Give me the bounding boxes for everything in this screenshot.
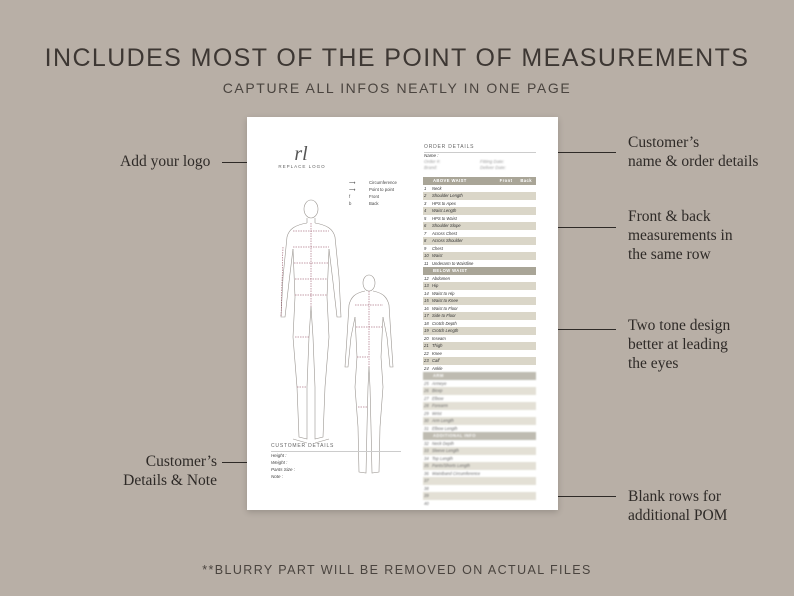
pom-number: 20 — [424, 335, 429, 341]
pom-number: 23 — [424, 358, 429, 363]
note-front-back-line: Front & back — [628, 208, 711, 225]
footnote: **BLURRY PART WILL BE REMOVED ON ACTUAL FILES — [202, 563, 592, 577]
pom-row[interactable] — [423, 447, 536, 455]
pom-row[interactable] — [423, 320, 536, 328]
pom-row[interactable] — [423, 185, 536, 193]
note-order — [628, 133, 758, 171]
note-front-back-line: the same row — [628, 246, 711, 263]
pom-label: Chest — [432, 245, 443, 251]
pom-label: Underarm to Waistline — [432, 260, 474, 266]
pom-number: 3 — [424, 200, 427, 206]
pom-row[interactable] — [423, 410, 536, 418]
pom-row[interactable] — [423, 485, 536, 493]
pom-number: 2 — [424, 193, 427, 198]
pom-number: 11 — [424, 260, 429, 266]
pom-number: 10 — [424, 253, 429, 258]
front-back-header — [500, 177, 532, 185]
section-title: ABOVE WAIST — [433, 178, 467, 183]
section-header — [423, 267, 536, 275]
pom-row[interactable] — [423, 357, 536, 365]
pom-number: 38 — [424, 485, 429, 491]
customer-field-height[interactable]: Height : — [271, 453, 287, 458]
pom-number: 29 — [424, 410, 429, 416]
pom-number: 39 — [424, 493, 429, 498]
note-order-line: Customer’s — [628, 134, 700, 151]
pom-label: Abdomen — [432, 275, 450, 281]
legend-label: Back — [369, 201, 379, 206]
pom-label: HPS to Waist — [432, 215, 457, 221]
pom-label: Waist to Knee — [432, 298, 458, 303]
pom-label: HPS to Apex — [432, 200, 456, 206]
pom-number: 16 — [424, 305, 429, 311]
pom-row[interactable] — [423, 350, 536, 358]
pom-label: Inseam — [432, 335, 446, 341]
pom-label: Waist to Floor — [432, 305, 458, 311]
legend-label: Front — [369, 194, 380, 199]
note-blank-rows — [628, 487, 727, 525]
pom-number: 21 — [424, 343, 429, 348]
pom-row[interactable] — [423, 365, 536, 373]
pom-number: 13 — [424, 283, 429, 288]
logo-placeholder-text: REPLACE LOGO — [278, 164, 326, 169]
note-blank-rows-line: additional POM — [628, 507, 728, 524]
note-two-tone-line: the eyes — [628, 355, 679, 372]
pom-number: 19 — [424, 328, 429, 333]
pom-table — [423, 177, 536, 507]
pom-label: Hip — [432, 283, 439, 288]
pom-row[interactable] — [423, 297, 536, 305]
pom-row[interactable] — [423, 222, 536, 230]
pom-row[interactable] — [423, 395, 536, 403]
pom-number: 36 — [424, 470, 429, 476]
pom-number: 18 — [424, 320, 429, 326]
pom-number: 40 — [424, 500, 429, 506]
pom-row[interactable] — [423, 500, 536, 508]
pom-row[interactable] — [423, 312, 536, 320]
pom-number: 6 — [424, 223, 427, 228]
pom-number: 5 — [424, 215, 427, 221]
pom-number: 1 — [424, 185, 427, 191]
pom-label: Elbow Length — [432, 425, 458, 431]
back-col-label: Back — [520, 178, 532, 183]
pom-number: 26 — [424, 388, 429, 393]
pom-label: Crotch Depth — [432, 320, 457, 326]
legend-symbol: b — [349, 201, 352, 206]
pom-number: 24 — [424, 365, 429, 371]
pom-row[interactable] — [423, 462, 536, 470]
pom-label: Calf — [432, 358, 440, 363]
pom-row[interactable] — [423, 327, 536, 335]
note-customer-details — [117, 452, 217, 490]
pom-label: Sleeve Length — [432, 448, 459, 453]
pom-number: 34 — [424, 455, 429, 461]
pom-label: Arm Length — [432, 418, 454, 423]
pom-row[interactable] — [423, 455, 536, 463]
legend-item — [349, 179, 397, 186]
pom-row[interactable] — [423, 290, 536, 298]
section-header — [423, 432, 536, 440]
pom-row[interactable] — [423, 252, 536, 260]
pom-row[interactable] — [423, 440, 536, 448]
pom-number: 9 — [424, 245, 427, 251]
pom-number: 28 — [424, 403, 429, 408]
pom-label: Across Chest — [432, 230, 457, 236]
section-title: ADDITIONAL INFO — [433, 433, 476, 438]
pom-row[interactable] — [423, 477, 536, 485]
pom-number: 32 — [424, 440, 429, 446]
pom-row[interactable] — [423, 425, 536, 433]
pom-row[interactable] — [423, 282, 536, 290]
legend-label: Circumference — [369, 180, 397, 185]
pom-row[interactable] — [423, 305, 536, 313]
logo-placeholder[interactable]: rl — [294, 143, 308, 165]
note-blank-rows-line: Blank rows for — [628, 488, 721, 505]
customer-field-pants-size[interactable]: Pants Size : — [271, 467, 296, 472]
customer-details-title: CUSTOMER DETAILS — [271, 443, 401, 452]
pom-row[interactable] — [423, 492, 536, 500]
note-two-tone-line: Two tone design — [628, 317, 731, 334]
pom-number: 31 — [424, 425, 429, 431]
pom-number: 30 — [424, 418, 429, 423]
pom-number: 33 — [424, 448, 429, 453]
note-customer-details-line: Details & Note — [123, 472, 217, 489]
pom-row[interactable] — [423, 402, 536, 410]
pom-label: Crotch Length — [432, 328, 459, 333]
pom-label: Neck Depth — [432, 440, 454, 446]
pom-row[interactable] — [423, 470, 536, 478]
pom-row[interactable] — [423, 230, 536, 238]
body-figures-illustration — [247, 187, 407, 487]
pom-label: Waist Length — [432, 208, 457, 213]
section-header — [423, 372, 536, 380]
pom-label: Top Length — [432, 455, 453, 461]
pom-number: 12 — [424, 275, 429, 281]
pom-label: Shoulder Slope — [432, 223, 461, 228]
pom-number: 17 — [424, 313, 429, 318]
order-details-block — [424, 144, 536, 171]
legend-symbol: ⟶ — [349, 180, 356, 185]
pom-number: 4 — [424, 208, 427, 213]
pom-label: Knee — [432, 350, 442, 356]
pom-row[interactable] — [423, 237, 536, 245]
pom-number: 25 — [424, 380, 429, 386]
pom-number: 35 — [424, 463, 429, 468]
note-two-tone — [628, 316, 730, 373]
pom-row[interactable] — [423, 192, 536, 200]
pom-row[interactable] — [423, 260, 536, 268]
pom-row[interactable] — [423, 417, 536, 425]
pom-label: Waist to Hip — [432, 290, 455, 296]
note-logo-text: Add your logo — [120, 153, 211, 170]
pom-row[interactable] — [423, 387, 536, 395]
pom-row[interactable] — [423, 335, 536, 343]
customer-field-note[interactable]: Note : — [271, 474, 284, 479]
note-front-back — [628, 207, 733, 264]
pom-label: Pants/Shorts Length — [432, 463, 470, 468]
customer-details-block — [271, 443, 401, 480]
pom-row[interactable] — [423, 207, 536, 215]
front-col-label: Front — [499, 178, 513, 183]
subheadline: CAPTURE ALL INFOS NEATLY IN ONE PAGE — [222, 80, 572, 96]
section-title: ARM — [433, 373, 444, 378]
pom-label: Wrist — [432, 410, 442, 416]
legend-symbol: f — [349, 194, 351, 199]
pom-label: Forearm — [432, 403, 448, 408]
order-number-label: Order #: — [424, 159, 441, 164]
brand-label: Brand: — [424, 165, 438, 170]
pom-number: 37 — [424, 478, 429, 483]
pom-row[interactable] — [423, 245, 536, 253]
pom-label: Elbow — [432, 395, 444, 401]
order-details-title: ORDER DETAILS — [424, 144, 536, 153]
order-brand-field[interactable] — [424, 165, 536, 171]
legend-symbol: ⟶ — [349, 187, 356, 192]
headline: INCLUDES MOST OF THE POINT OF MEASUREMENTS — [44, 44, 750, 72]
pom-label: Thigh — [432, 343, 443, 348]
pom-row[interactable] — [423, 342, 536, 350]
pom-number: 15 — [424, 298, 429, 303]
pom-label: Side to Floor — [432, 313, 456, 318]
note-two-tone-line: better at leading — [628, 336, 728, 353]
pom-row[interactable] — [423, 215, 536, 223]
customer-field-weight[interactable]: Weight : — [271, 460, 288, 465]
pom-label: Waist — [432, 253, 443, 258]
note-order-line: name & order details — [628, 153, 759, 170]
pom-row[interactable] — [423, 200, 536, 208]
pom-number: 27 — [424, 395, 429, 401]
deliver-date-label: Deliver Date: — [480, 165, 507, 170]
section-header — [423, 177, 536, 185]
pom-label: Neck — [432, 185, 442, 191]
pom-label: Armeye — [432, 380, 447, 386]
section-title: BELOW WAIST — [433, 268, 468, 273]
pom-label: Ankle — [432, 365, 443, 371]
pom-number: 22 — [424, 350, 429, 356]
fitting-date-label: Fitting Date: — [480, 159, 505, 164]
pom-label: Waistband Circumference — [432, 470, 481, 476]
pom-row[interactable] — [423, 380, 536, 388]
measurement-sheet — [247, 117, 558, 510]
note-customer-details-line: Customer’s — [145, 453, 217, 470]
legend-label: Point to point — [369, 187, 395, 192]
pom-label: Shoulder Length — [432, 193, 463, 198]
note-front-back-line: measurements in — [628, 227, 733, 244]
pom-row[interactable] — [423, 275, 536, 283]
order-name-label: Name : — [424, 153, 439, 158]
pom-number: 14 — [424, 290, 429, 296]
pom-number: 7 — [424, 230, 427, 236]
pom-number: 8 — [424, 238, 427, 243]
pom-label: Across Shoulder — [432, 238, 463, 243]
note-logo — [120, 152, 210, 171]
pom-label: Bicep — [432, 388, 443, 393]
